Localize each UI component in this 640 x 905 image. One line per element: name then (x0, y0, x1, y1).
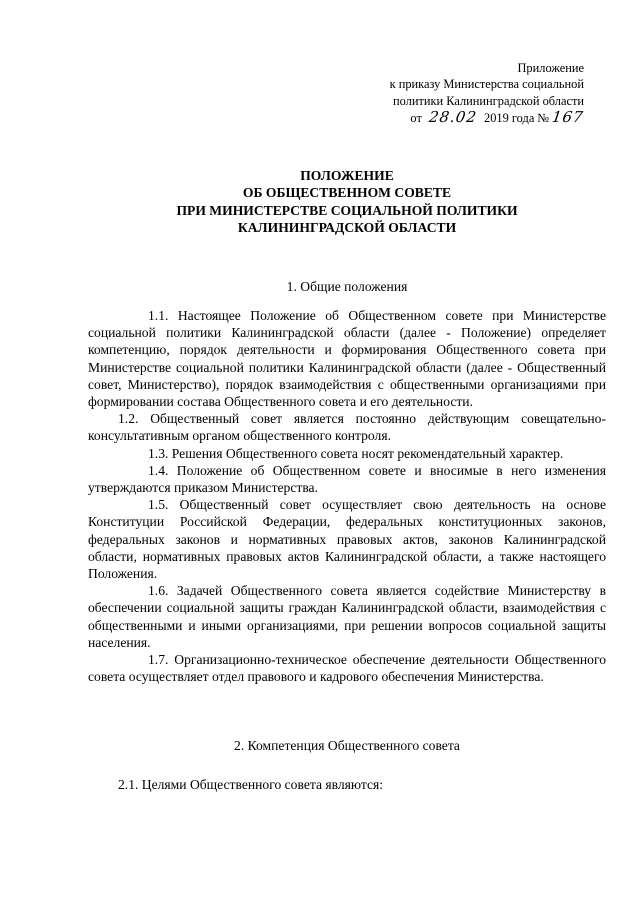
section-1-heading: 1. Общие положения (286, 279, 408, 294)
title-line-2: ОБ ОБЩЕСТВЕННОМ СОВЕТЕ (242, 185, 452, 201)
paragraph-number: 1.4. (148, 462, 169, 478)
paragraph-number: 1.7. (148, 652, 169, 668)
paragraph-number: 1.2. (118, 411, 139, 427)
appendix-label: Приложение (517, 61, 584, 75)
paragraph-number: 1.1. (148, 308, 169, 323)
paragraph-text: Задачей Общественного совета является содействие Министерству в обеспечении социальной защиты граждан Калининградской области, взаимодействия с общественными и иными организациями, при решении вопросов социальной защиты населения. (88, 583, 606, 650)
appendix-order-ref: к приказу Министерства социальной (389, 77, 584, 92)
section-1-body (88, 307, 606, 685)
paragraph-1-2 (88, 410, 606, 444)
paragraph-1-3 (88, 445, 606, 462)
paragraph-text: Организационно-техническое обеспечение деятельности Общественного совета осуществляет отдел правового и кадрового обеспечения Министерства. (88, 652, 606, 685)
title-line-3: ПРИ МИНИСТЕРСТВЕ СОЦИАЛЬНОЙ ПОЛИТИКИ (176, 202, 518, 218)
handwritten-order-number: 167 (551, 108, 586, 127)
paragraph-1-1 (88, 307, 606, 410)
paragraph-text: Решения Общественного совета носят рекомендательный характер. (171, 445, 564, 461)
appendix-date-line (360, 109, 584, 126)
document-title (88, 167, 606, 237)
title-line-1: ПОЛОЖЕНИЕ (300, 168, 394, 183)
appendix-block (360, 60, 584, 127)
paragraph-1-7 (88, 651, 606, 685)
paragraph-number: 1.3. (148, 445, 169, 461)
paragraph-text: Настоящее Положение об Общественном совете при Министерстве социальной политики Калининградской области (далее - Положение) определяет компетенцию, порядок деятельности и формирования Общественного совета при Министерстве социальной политики Калининградской области (далее - Общественный совет, Министерство), порядок взаимодействия с общественными организациями при формировании состава Общественного совета и его деятельности. (88, 308, 606, 410)
section-2-first-item: 2.1. Целями Общественного совета являются: (118, 777, 384, 792)
section-2-heading: 2. Компетенция Общественного совета (234, 738, 460, 753)
paragraph-number: 1.5. (148, 497, 169, 513)
date-suffix: 2019 года № (484, 111, 550, 126)
paragraph-1-4 (88, 462, 606, 496)
paragraph-text: Общественный совет является постоянно действующим совещательно-консультативным органом общественного контроля. (88, 411, 606, 444)
paragraph-number: 1.6. (148, 583, 169, 599)
handwritten-date: 28.02 (427, 108, 479, 127)
date-prefix: от (410, 111, 422, 126)
paragraph-1-6 (88, 582, 606, 651)
paragraph-text: Общественный совет осуществляет свою деятельность на основе Конституции Российской Федерации, федеральных конституционных законов, федеральных законов и нормативных правовых актов, законов Калининградской области, нормативных правовых актов Калининградской области, а также настоящего Положения. (88, 497, 606, 582)
paragraph-1-5 (88, 496, 606, 582)
appendix-ministry: политики Калининградской области (392, 93, 584, 108)
paragraph-text: Положение об Общественном совете и вносимые в него изменения утверждаются приказом Министерства. (88, 462, 606, 496)
title-line-4: КАЛИНИНГРАДСКОЙ ОБЛАСТИ (237, 220, 457, 236)
